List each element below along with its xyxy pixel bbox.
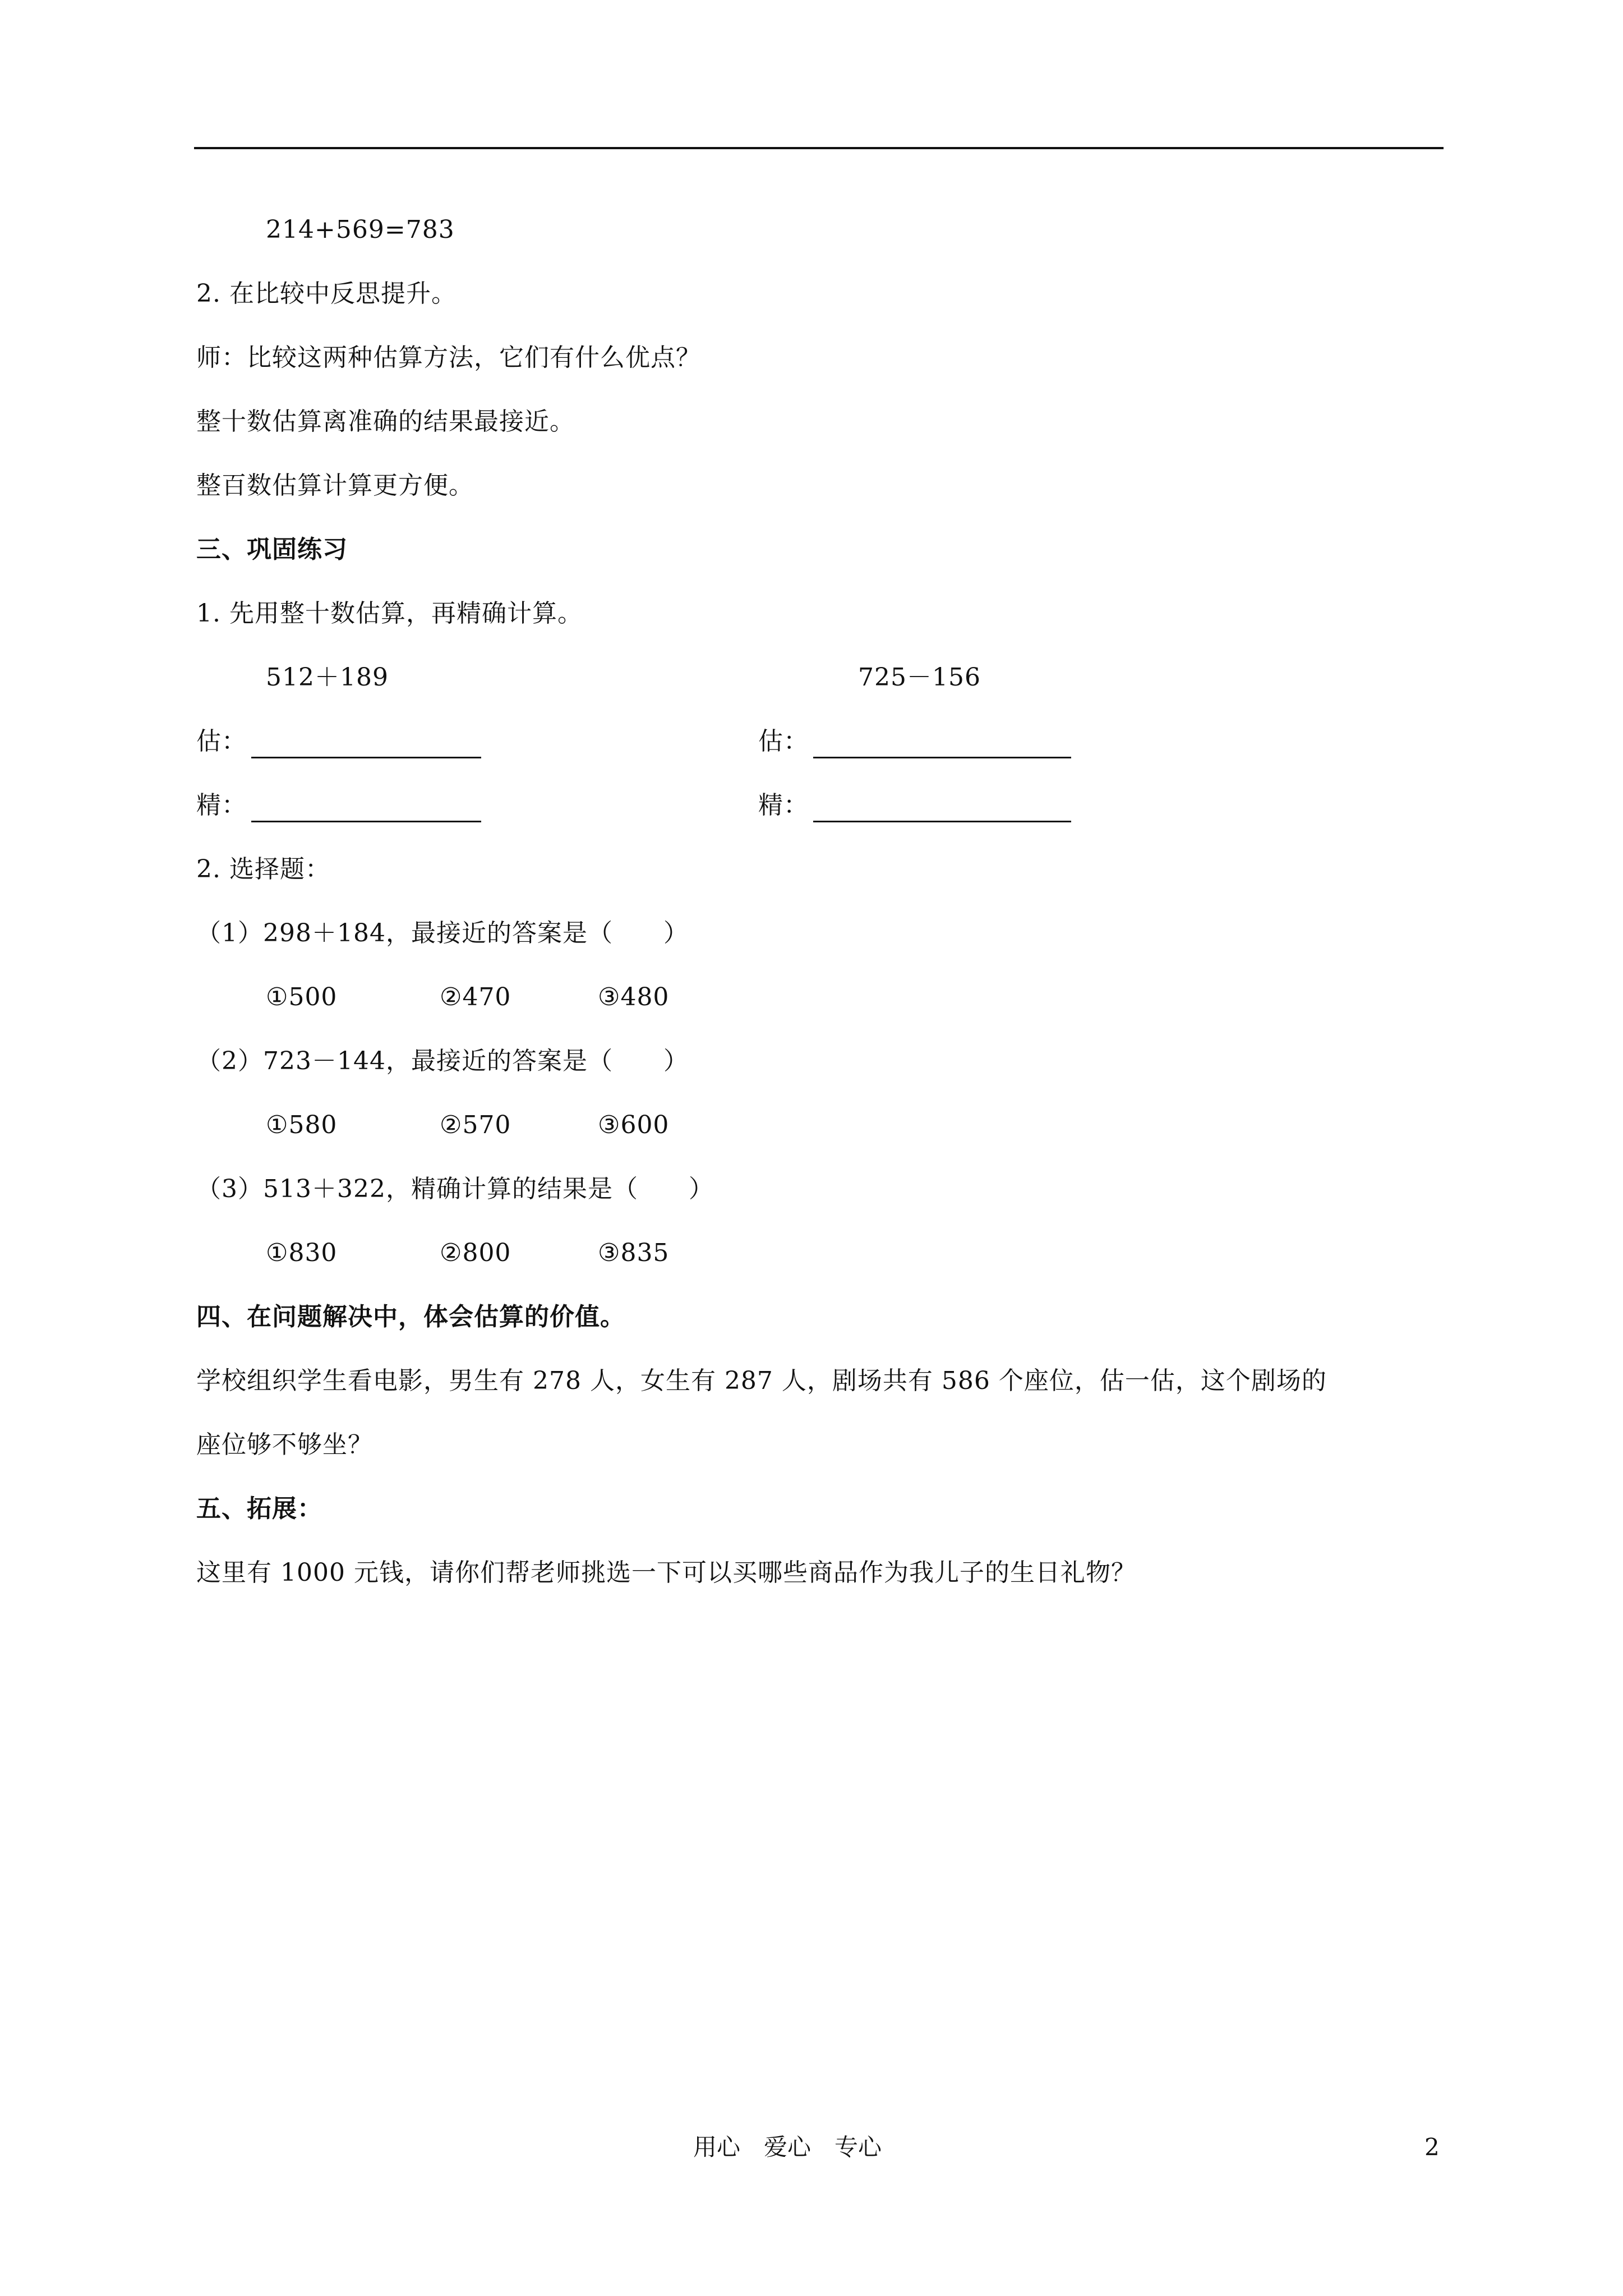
footer-motto: 用心 爱心 专心: [693, 2133, 882, 2161]
estimate-row-right: [758, 725, 1071, 758]
section-5-paragraph: 这里有 1000 元钱，请你们帮老师挑选一下可以买哪些商品作为我儿子的生日礼物？: [196, 1558, 1136, 1587]
answer-tens: 整十数估算离准确的结果最接近。: [196, 407, 575, 436]
question-2: （2）723－144，最接近的答案是（ ）: [196, 1047, 689, 1075]
exact-blank-left[interactable]: [251, 796, 481, 822]
answer-hundreds: 整百数估算计算更方便。: [196, 471, 474, 500]
section-4-title: 四、在问题解决中，体会估算的价值。: [196, 1303, 625, 1331]
intro-equation: 214+569=783: [266, 215, 455, 244]
estimate-blank-right[interactable]: [813, 732, 1071, 758]
item-2-title: 2. 在比较中反思提升。: [196, 279, 457, 308]
estimate-label: 估：: [758, 727, 809, 756]
teacher-question: 师：比较这两种估算方法，它们有什么优点？: [196, 343, 701, 372]
section-4-paragraph-line-2: 座位够不够坐？: [196, 1430, 373, 1459]
question-1: （1）298＋184，最接近的答案是（ ）: [196, 919, 689, 947]
estimate-label: 估：: [196, 727, 247, 756]
question-3-option-c[interactable]: ③835: [598, 1239, 670, 1267]
question-1-option-c[interactable]: ③480: [598, 983, 670, 1011]
section-4-paragraph-line-1: 学校组织学生看电影，男生有 278 人，女生有 287 人，剧场共有 586 个座位，估一估，这个剧场的: [196, 1366, 1327, 1395]
exact-row-left: [196, 789, 481, 822]
exact-row-right: [758, 789, 1071, 822]
question-2-option-b[interactable]: ②570: [440, 1111, 511, 1139]
question-3-option-a[interactable]: ①830: [266, 1239, 338, 1267]
question-1-option-b[interactable]: ②470: [440, 983, 511, 1011]
exercise-2-title: 2. 选择题：: [196, 855, 330, 884]
exact-label: 精：: [758, 791, 809, 820]
page-number: 2: [1424, 2133, 1440, 2161]
estimate-blank-left[interactable]: [251, 732, 481, 758]
exact-label: 精：: [196, 791, 247, 820]
exercise-1-right-expression: 725－156: [858, 663, 981, 692]
section-5-title: 五、拓展：: [196, 1494, 322, 1523]
exercise-1-left-expression: 512＋189: [266, 663, 389, 692]
exact-blank-right[interactable]: [813, 796, 1071, 822]
header-rule: [194, 147, 1444, 149]
question-3: （3）513＋322，精确计算的结果是（ ）: [196, 1175, 714, 1203]
exercise-1-title: 1. 先用整十数估算，再精确计算。: [196, 599, 583, 628]
section-3-title: 三、巩固练习: [196, 535, 348, 564]
question-3-option-b[interactable]: ②800: [440, 1239, 511, 1267]
question-2-option-a[interactable]: ①580: [266, 1111, 338, 1139]
question-1-option-a[interactable]: ①500: [266, 983, 338, 1011]
question-2-option-c[interactable]: ③600: [598, 1111, 670, 1139]
estimate-row-left: [196, 725, 481, 758]
